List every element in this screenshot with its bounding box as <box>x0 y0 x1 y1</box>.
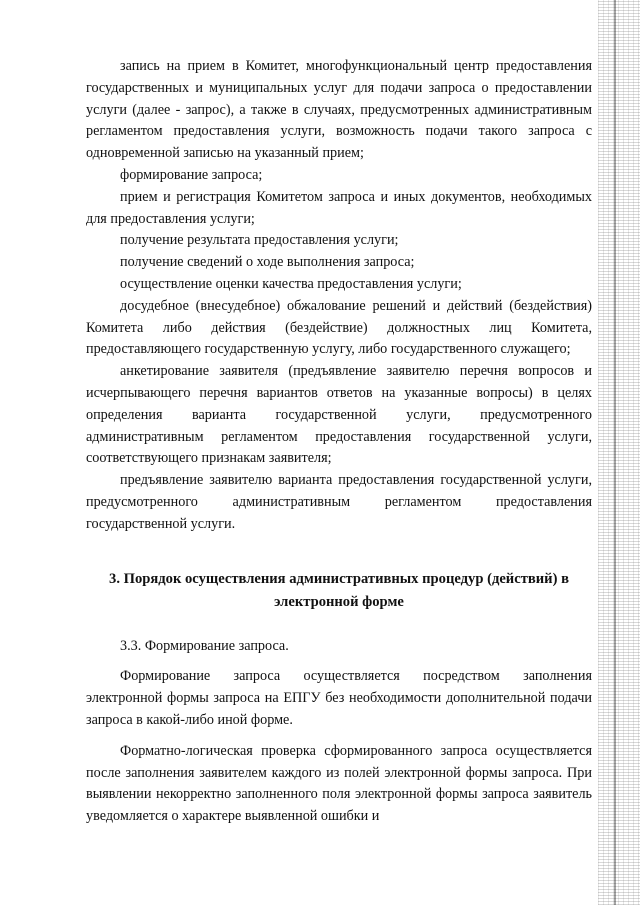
paragraph-forming-description: Формирование запроса осуществляется посредством заполнения электронной формы запроса на ЕПГУ без необходимости дополнительной подачи запроса в какой-либо иной форме. <box>86 668 592 728</box>
paragraph-appointment: запись на прием в Комитет, многофункциональный центр предоставления государственных и муниципальных услуг для подачи запроса о предоставлении услуги (далее - запрос), а также в случаях, предусмотренных административным регламентом предоставления услуги, возможность подачи такого запроса с одновременной записью на указанный прием; <box>86 58 592 162</box>
paragraph-result: получение результата предоставления услуги; <box>120 232 399 249</box>
paragraph-format-check: Форматно-логическая проверка сформированного запроса осуществляется после заполнения заявителем каждого из полей электронной формы запроса. При выявлении некорректно заполненного поля электронной формы запроса заявитель уведомляется о характере выявленной ошибки и <box>86 742 592 825</box>
paragraph-quality-assessment: осуществление оценки качества предоставления услуги; <box>120 275 462 292</box>
scan-edge-line <box>614 0 616 905</box>
paragraph-status-info: получение сведений о ходе выполнения запроса; <box>120 254 415 271</box>
paragraph-questionnaire: анкетирование заявителя (предъявление заявителю перечня вопросов и исчерпывающего перечня вариантов ответов на указанные вопросы) в целях определения варианта государственной услуги, предусмотренного административным регламентом предоставления государственной услуги, соответствующего признакам заявителя; <box>86 363 592 467</box>
spacer <box>86 657 592 666</box>
paragraph-request-forming: формирование запроса; <box>120 166 263 183</box>
paragraph-reception-registration: прием и регистрация Комитетом запроса и иных документов, необходимых для предоставления услуги; <box>86 188 592 227</box>
paragraph-appeal: досудебное (внесудебное) обжалование решений и действий (бездействия) Комитета либо действия (бездействие) должностных лиц Комитета, предоставляющего государственную услугу, либо государственного служащего; <box>86 297 592 358</box>
scan-edge-artifact <box>598 0 640 905</box>
subsection-title: 3.3. Формирование запроса. <box>120 637 289 654</box>
section-heading: 3. Порядок осуществления административных процедур (действий) в электронной форме <box>109 570 569 610</box>
spacer <box>86 732 592 741</box>
paragraph-variant: предъявление заявителю варианта предоставления государственной услуги, предусмотренного административным регламентом предоставления государственной услуги. <box>86 472 592 532</box>
document-body <box>86 56 592 828</box>
